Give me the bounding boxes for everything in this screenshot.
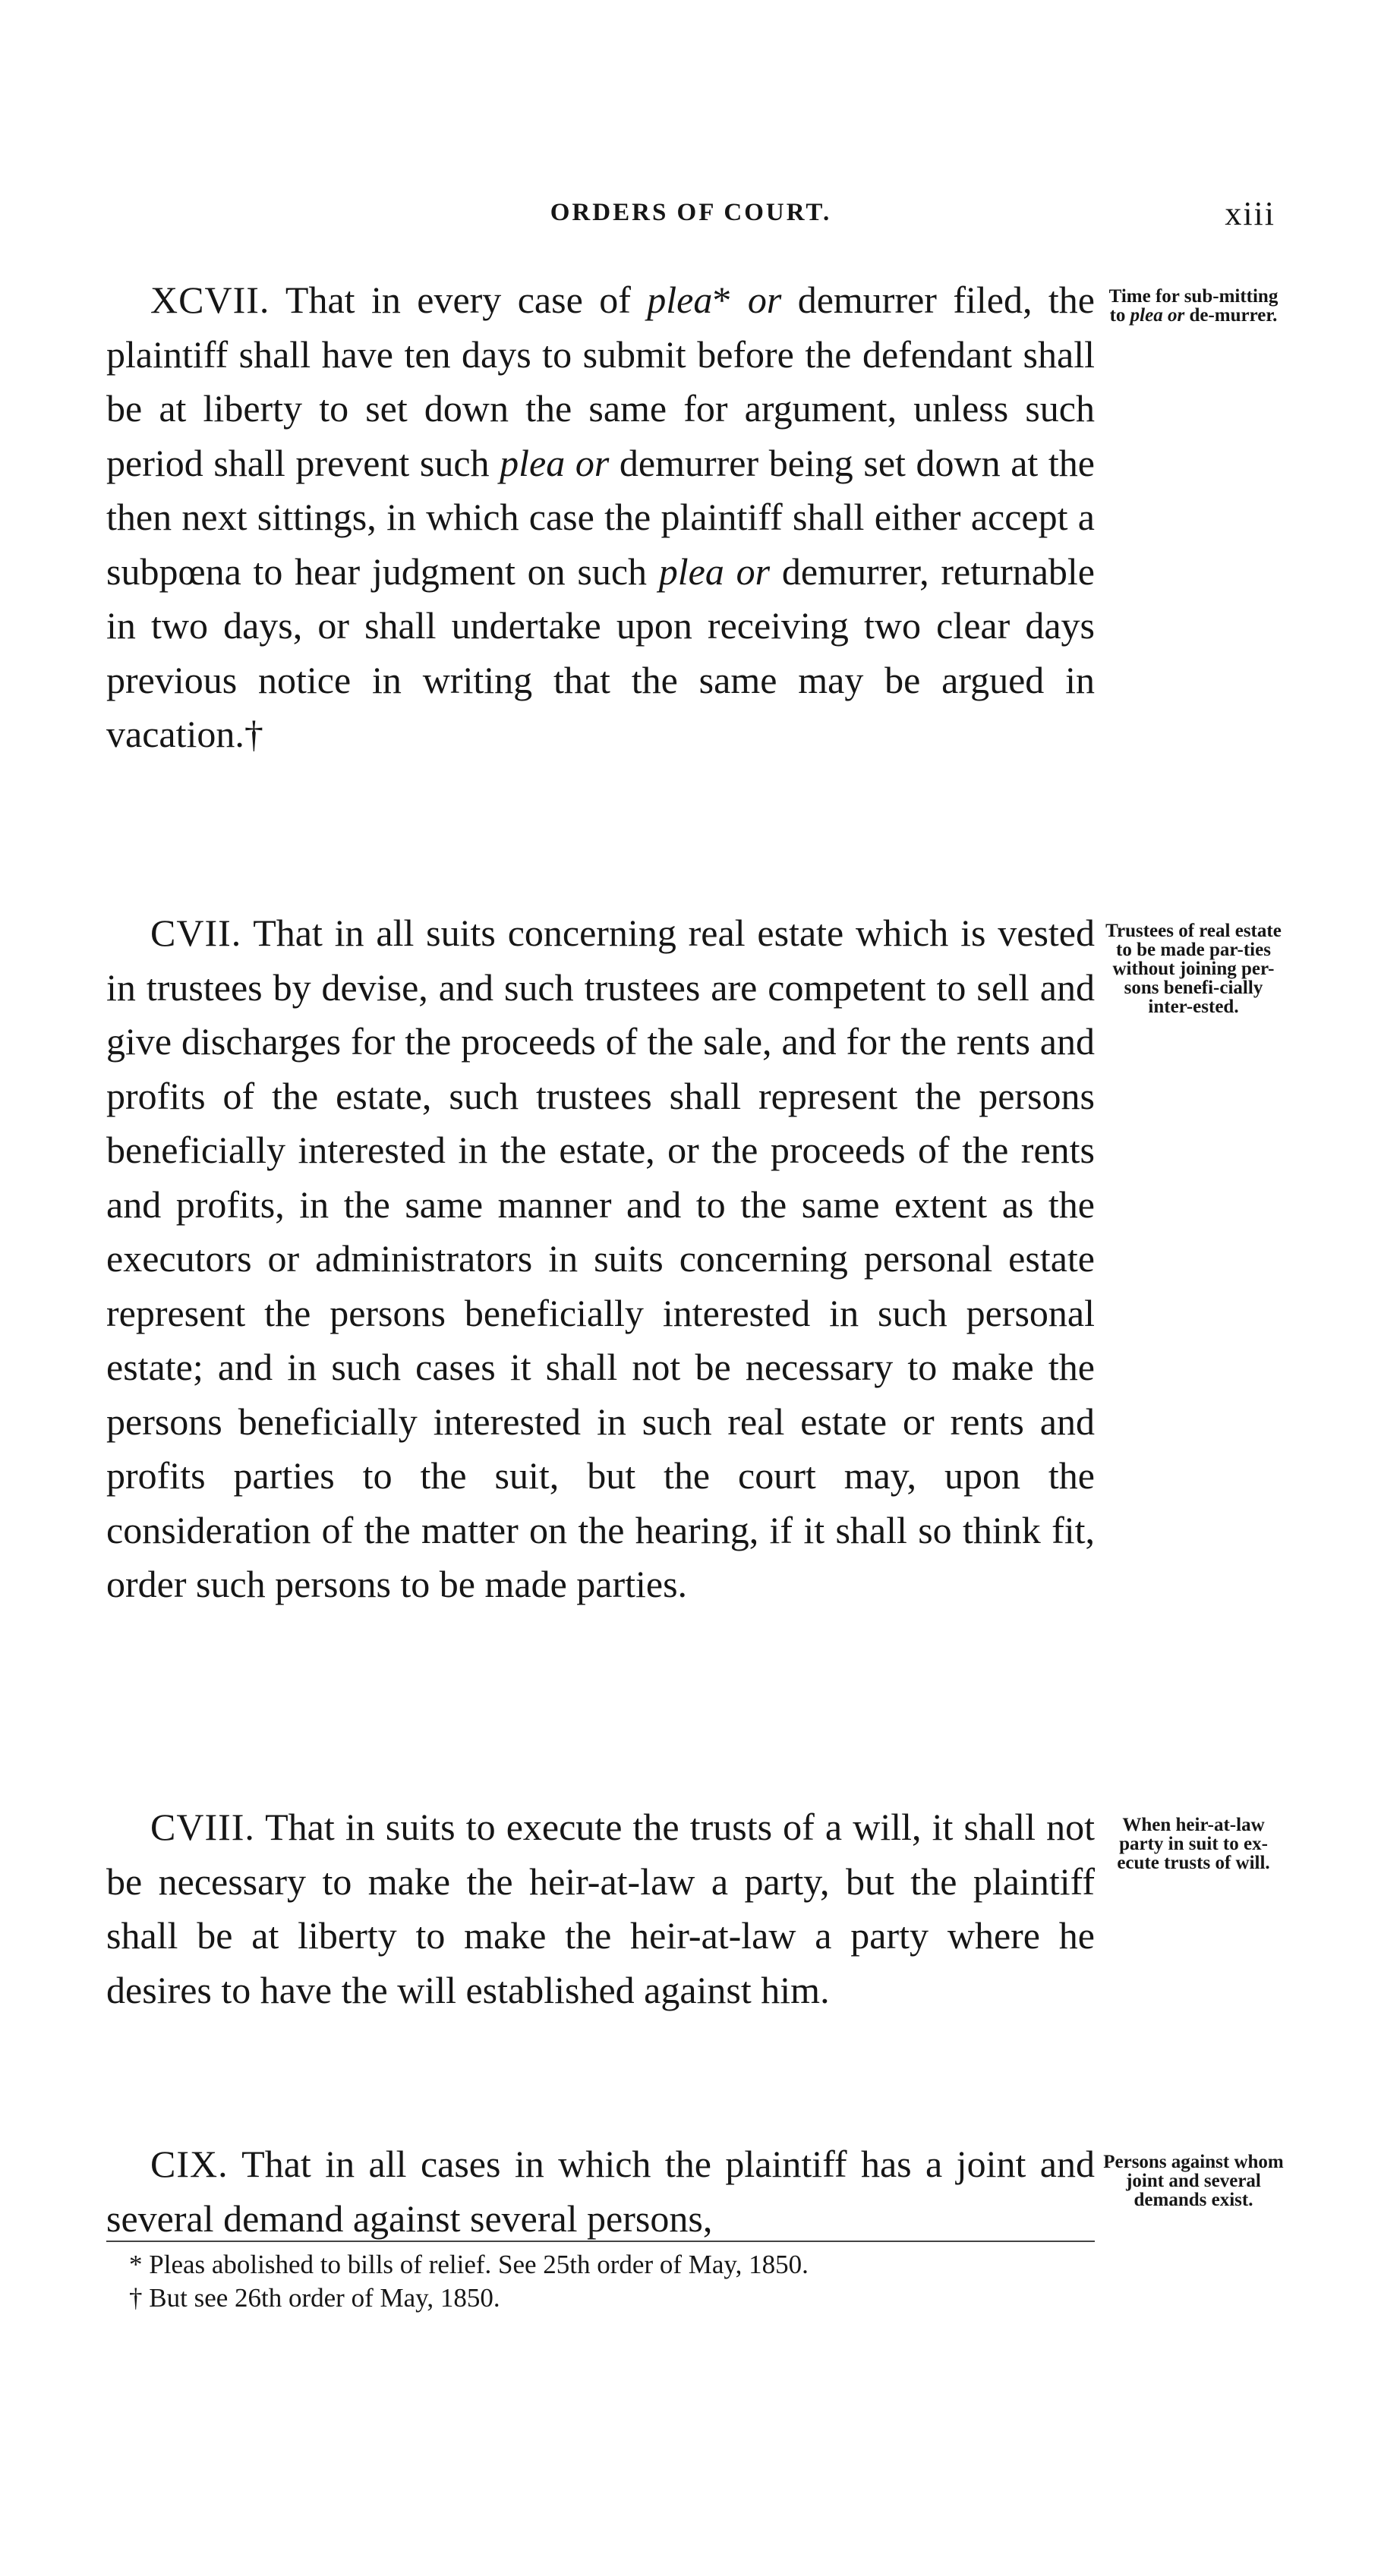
order-text: [106, 912, 1095, 1605]
italic-text: or: [747, 279, 782, 321]
order-cviii: [106, 1800, 1095, 2017]
order-text: [106, 2143, 1095, 2240]
italic-text: plea or: [1130, 305, 1185, 326]
running-title: ORDERS OF COURT.: [550, 199, 832, 226]
order-cix: [106, 2137, 1095, 2246]
text-run: Trustees of real estate to be made par-ties without joining per-sons benefi-cially inter-ested.: [1105, 921, 1282, 1017]
footnotes: [129, 2248, 1093, 2315]
footnote-vacation: † But see 26th order of May, 1850.: [129, 2283, 500, 2313]
text-run: That in all cases in which the plaintiff has a joint and several demand against several persons,: [106, 2143, 1095, 2240]
footnote-plea: * Pleas abolished to bills of relief. See 25th order of May, 1850.: [129, 2250, 809, 2279]
margin-note-cix: [1102, 2152, 1285, 2209]
margin-note-xcvii: [1102, 287, 1285, 325]
italic-text: plea or: [658, 550, 771, 593]
order-number: CVIII.: [150, 1806, 255, 1848]
text-run: When heir-at-law party in suit to ex-ecute trusts of will.: [1117, 1815, 1270, 1873]
text-run: That in every case of: [285, 279, 648, 321]
italic-text: plea: [647, 279, 713, 321]
running-head: [106, 195, 1275, 237]
margin-note-cviii: [1102, 1815, 1285, 1872]
italic-text: plea or: [500, 441, 610, 484]
text-run: demurrer, returnable in two days, or shall undertake upon receiving two clear days previous notice in writing that the same may be argued in vacation.†: [106, 550, 1096, 755]
order-number: CVII.: [150, 912, 242, 954]
text-run: de-murrer.: [1184, 305, 1278, 326]
text-run: That in all suits concerning real estate which is vested in trustees by devise, and such trustees are competent to sell and give discharges for the proceeds of the sale, and for the rents and profits of the estate, such trustees shall represent the persons beneficially interested in the estate, or the proceeds of the rents and profits, in the same manner and to the same extent as the executors or administrators in suits concerning personal estate represent the persons beneficially interested in such personal estate; and in such cases it shall not be necessary to make the persons beneficially interested in such real estate or rents and profits parties to the suit, but the court may, upon the consideration of the matter on the hearing, if it shall so think fit, order such persons to be made parties.: [106, 912, 1095, 1605]
order-xcvii: [106, 273, 1095, 762]
order-text: [106, 1806, 1095, 2011]
order-number: XCVII.: [150, 279, 270, 321]
margin-note-cvii: [1102, 921, 1285, 1016]
text-run: *: [712, 279, 748, 321]
text-run: demurrer filed, the plaintiff shall have ten days to submit before the defendant shall be at liberty to set down the same for argument, unless such period shall prevent such: [106, 279, 1095, 484]
footnote-rule: [106, 2241, 1095, 2242]
order-text: [106, 279, 1095, 755]
page-number: xiii: [1225, 195, 1275, 232]
order-number: CIX.: [150, 2143, 229, 2185]
text-run: Time for sub-mitting to: [1108, 286, 1279, 326]
text-run: Persons against whom joint and several demands exist.: [1103, 2152, 1284, 2210]
order-cvii: [106, 906, 1095, 1612]
text-run: That in suits to execute the trusts of a will, it shall not be necessary to make the heir-at-law a party, but the plaintiff shall be at liberty to make the heir-at-law a party where he desires to have the will established against him.: [106, 1806, 1095, 2011]
text-run: demurrer being set down at the then next sittings, in which case the plaintiff shall either accept a subpœna to hear judgment on such: [106, 441, 1095, 593]
